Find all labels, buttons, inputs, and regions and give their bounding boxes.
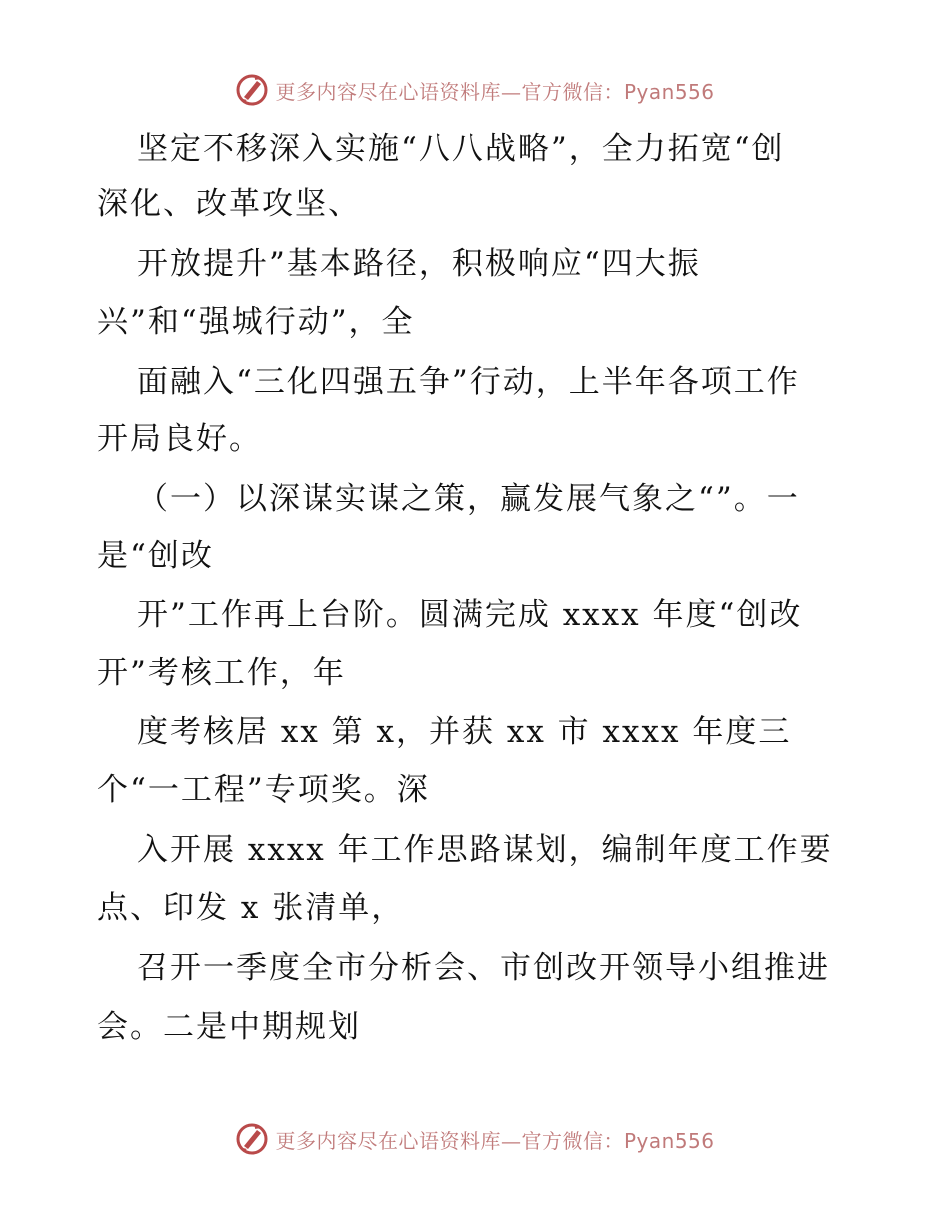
paragraph-line: 会。二是中期规划 — [97, 1009, 361, 1045]
paragraph-line: 开”工作再上台阶。圆满完成 xxxx 年度“创改 — [137, 597, 803, 633]
footer-wechat-id: Pyan556 — [623, 1128, 715, 1153]
paragraph-line: 个“一工程”专项奖。深 — [97, 772, 430, 808]
paragraph-line: 入开展 xxxx 年工作思路谋划，编制年度工作要 — [137, 832, 833, 868]
paragraph-line: 是“创改 — [97, 538, 214, 574]
footer-banner — [0, 1119, 950, 1159]
paragraph-line: 点、印发 x 张清单， — [97, 890, 405, 926]
paragraph-line: 面融入“三化四强五争”行动，上半年各项工作 — [137, 364, 800, 400]
paragraph-line: 深化、改革攻坚、 — [97, 186, 361, 222]
paragraph-line: 开”考核工作，年 — [97, 655, 346, 691]
header-wechat-id: Pyan556 — [623, 79, 715, 104]
paragraph-line: 度考核居 xx 第 x，并获 xx 市 xxxx 年度三 — [137, 714, 792, 750]
paragraph-line: 兴”和“强城行动”，全 — [97, 304, 415, 340]
header-banner — [0, 70, 950, 110]
brand-logo-icon — [235, 1122, 269, 1156]
paragraph-line: 开局良好。 — [97, 421, 262, 457]
paragraph-line: （一）以深谋实谋之策，赢发展气象之“”。一 — [137, 481, 800, 517]
paragraph-line: 开放提升”基本路径，积极响应“四大振 — [137, 246, 701, 282]
paragraph-line: 坚定不移深入实施“八八战略”，全力拓宽“创 — [137, 131, 785, 167]
footer-banner-text: 更多内容尽在心语资料库—官方微信：Pyan556 — [275, 1128, 715, 1153]
header-banner-text: 更多内容尽在心语资料库—官方微信：Pyan556 — [275, 79, 715, 104]
paragraph-line: 召开一季度全市分析会、市创改开领导小组推进 — [137, 950, 830, 986]
brand-logo-icon — [235, 73, 269, 107]
